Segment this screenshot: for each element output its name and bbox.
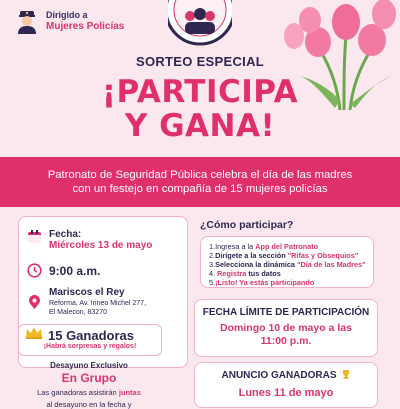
step-highlight: "Día de las Madres" — [297, 260, 366, 269]
step-item — [209, 242, 365, 251]
breakfast-line3 — [18, 388, 160, 397]
venue-address-line1: Reforma, Av. Irineo Michel 277, — [49, 300, 147, 307]
how-to-participate-title: ¿Cómo participar? — [200, 219, 294, 231]
location-pin-icon — [27, 295, 42, 310]
winners-box — [18, 324, 162, 356]
venue-address-line2: El Malecon, 83270 — [49, 309, 107, 316]
breakfast-line3-highlight: juntas — [118, 388, 141, 397]
time-value: 9:00 a.m. — [49, 263, 101, 278]
breakfast-line2: En Grupo — [61, 371, 117, 385]
step-item — [209, 278, 365, 287]
announce-date: Lunes 11 de mayo — [238, 387, 334, 399]
announcement-card — [194, 362, 378, 408]
deadline-value-line1: Domingo 10 de mayo a las — [220, 322, 352, 334]
deadline-card — [194, 299, 378, 357]
breakfast-line3-text: Las ganadoras asistirán — [37, 388, 119, 397]
winners-count: 15 Ganadoras — [48, 327, 134, 343]
participation-steps — [200, 236, 374, 288]
venue-name: Mariscos el Rey — [49, 287, 125, 298]
target-audience-badge — [14, 8, 124, 34]
badge-line2: Mujeres Policías — [46, 21, 125, 32]
step-item — [209, 251, 365, 260]
step-number: 2. — [209, 251, 216, 260]
date-value: Miércoles 13 de mayo — [49, 240, 153, 251]
step-item — [209, 260, 365, 269]
calendar-icon — [27, 229, 42, 244]
step-item — [209, 269, 365, 278]
step-number: 4. — [209, 269, 216, 278]
step-number: 1. — [209, 242, 216, 251]
step-text-after: tus datos — [246, 269, 281, 278]
step-number: 3. — [209, 260, 216, 269]
winners-subtitle: ¡Habrá sorpresas y regalos! — [43, 343, 137, 350]
date-label: Fecha: — [49, 229, 82, 240]
step-text: Ingresa a la — [215, 242, 256, 251]
breakfast-line4: al desayuno en la fecha y — [46, 400, 132, 409]
deadline-value-line2: 11:00 p.m. — [260, 335, 312, 347]
main-title-line1: ¡PARTICIPA — [101, 74, 299, 110]
announcement-banner — [0, 157, 400, 207]
trophy-icon — [341, 369, 351, 382]
step-text: ¡Listo! Ya estás participando — [215, 278, 315, 287]
banner-line2: con un festejo en compañía de 15 mujeres policías — [72, 183, 328, 195]
patronato-logo — [168, 0, 232, 46]
step-highlight: "Rifas y Obsequios" — [287, 251, 359, 260]
step-highlight: Registra — [217, 269, 247, 278]
clock-icon — [27, 263, 42, 278]
announce-title: ANUNCIO GANADORAS — [221, 370, 337, 381]
badge-line1: Dirigido a — [46, 10, 88, 20]
breakfast-line1: Desayuno Exclusivo — [50, 361, 128, 370]
step-text: Dirígete a la sección — [215, 251, 288, 260]
main-title-line2: Y GANA! — [124, 108, 276, 144]
crown-icon — [25, 326, 43, 344]
step-number: 5. — [209, 278, 216, 287]
breakfast-info — [18, 361, 160, 409]
banner-line1: Patronato de Seguridad Pública celebra el día de las madres — [47, 169, 353, 181]
deadline-title: FECHA LÍMITE DE PARTICIPACIÓN — [202, 307, 370, 318]
special-draw-label: SORTEO ESPECIAL — [135, 54, 265, 69]
step-highlight: App del Patronato — [255, 242, 319, 251]
step-text: Selecciona la dinámica — [215, 260, 298, 269]
policewoman-icon — [14, 8, 40, 34]
